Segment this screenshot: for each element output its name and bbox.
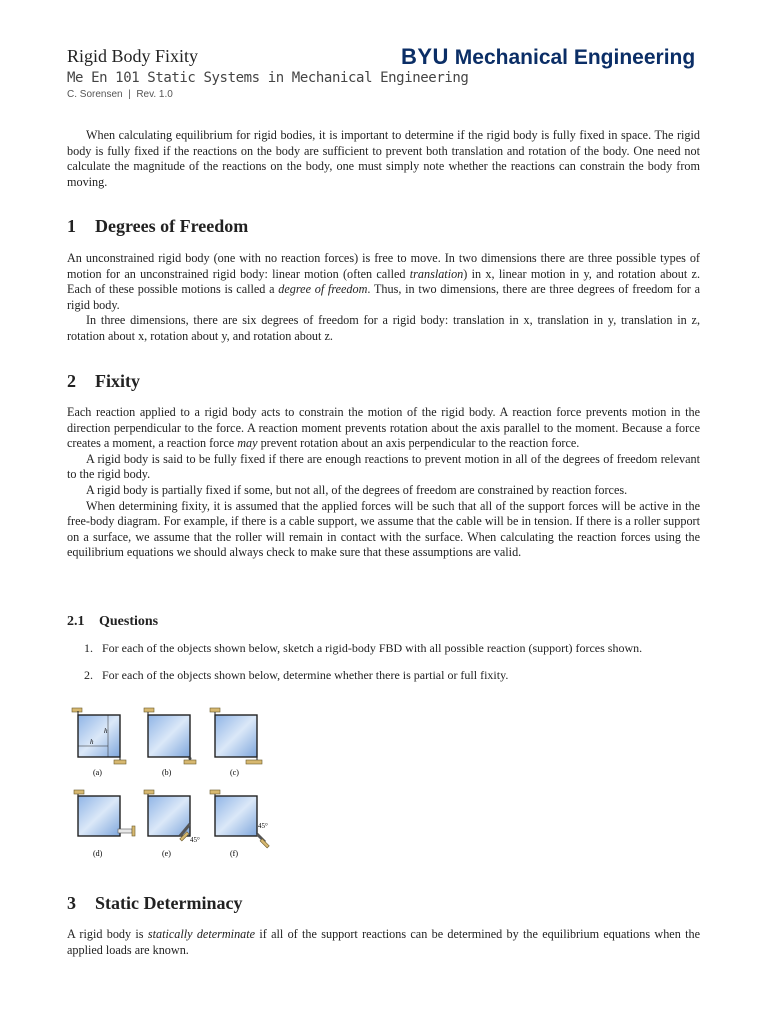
- subsection-number: 2.1: [67, 614, 85, 629]
- logo-text: Mechanical Engineering: [454, 46, 696, 69]
- figure-c: [210, 708, 262, 764]
- figure-e: [144, 790, 200, 844]
- course-title: Me En 101 Static Systems in Mechanical Engineering: [67, 70, 469, 86]
- question-item: 1. For each of the objects shown below, sketch a rigid-body FBD with all possible reaction (support) forces shown.: [84, 641, 643, 655]
- figure-label: (c): [230, 768, 239, 777]
- figure-f: [210, 790, 269, 848]
- section-3-heading: [67, 893, 700, 914]
- subsection-title: Questions: [99, 614, 159, 629]
- question-item: 2. For each of the objects shown below, determine whether there is partial or full fixity.: [84, 668, 509, 682]
- figure-label: (a): [93, 768, 102, 777]
- figure-a: [72, 708, 126, 764]
- author-name: C. Sorensen: [67, 89, 123, 100]
- intro-paragraph: When calculating equilibrium for rigid bodies, it is important to determine if the rigid body is fully fixed in space. The rigid body is fully fixed if the reactions on the body are sufficient to prevent both translation and rotation of the body. One need not calculate the magnitude of the reactions on the body, one must simply note whether the reactions can constrain the body from moving.: [67, 128, 700, 189]
- figure-d: [74, 790, 135, 836]
- paragraph: A rigid body is statically determinate if all of the support reactions can be determined by the equilibrium equations when the applied loads are known.: [67, 927, 700, 957]
- question-list: [84, 641, 704, 683]
- figure-label: (e): [162, 849, 171, 858]
- section-1-body: [67, 251, 700, 345]
- section-3-body: [67, 927, 700, 958]
- paragraph: A rigid body is said to be fully fixed if there are enough reactions to prevent motion in all of the degrees of freedom relevant to the rigid body.: [67, 451, 700, 482]
- dim-h-label: h: [90, 738, 94, 746]
- intro-block: [67, 128, 700, 190]
- document-title: Rigid Body Fixity: [67, 46, 199, 66]
- section-title: Degrees of Freedom: [95, 216, 249, 236]
- figure-label: (b): [162, 768, 172, 777]
- paragraph: In three dimensions, there are six degrees of freedom for a rigid body: translation in x, translation in y, translation in z, rotation about x, rotation about y, and rotation about z.: [67, 313, 700, 343]
- section-number: 1: [67, 216, 76, 236]
- subsection-heading: [67, 614, 700, 630]
- section-number: 2: [67, 371, 76, 391]
- figure-b: [144, 708, 196, 764]
- section-1-heading: [67, 216, 700, 237]
- fixity-figure: [60, 700, 290, 870]
- angle-label: 45°: [190, 836, 200, 844]
- author-separator: |: [125, 89, 134, 100]
- angle-label: 45°: [258, 822, 268, 830]
- paragraph: A rigid body is partially fixed if some, but not all, of the degrees of freedom are constrained by reaction forces.: [86, 482, 628, 497]
- revision: Rev. 1.0: [136, 89, 173, 100]
- author-line: [67, 89, 173, 100]
- section-2-body: [67, 405, 700, 561]
- paragraph: When determining fixity, it is assumed that the applied forces will be such that all of the support forces will be active in the free-body diagram. For example, if there is a cable support, we assume that the cable will be in tension. If there is a roller support on a surface, we assume that the roller will remain in contact with the surface. When calculating the reaction forces using the equilibrium equations we should always check to make sure that these assumptions are valid.: [67, 498, 700, 560]
- paragraph: Each reaction applied to a rigid body acts to constrain the motion of the rigid body. A reaction force prevents motion in the direction perpendicular to the force. A reaction moment prevents rotation about the axis parallel to the moment. Because a force creates a moment, a reaction force may prevent rotation about an axis perpendicular to the reaction force.: [67, 405, 700, 451]
- section-2-heading: [67, 371, 700, 392]
- paragraph: An unconstrained rigid body (one with no reaction forces) is free to move. In two dimensions there are three possible types of motion for an unconstrained rigid body: linear motion (often called translation) in x, linear motion in y, and rotation about z. Each of these possible motions is called a degree of freedom. Thus, in two dimensions, there are three degrees of freedom for a rigid body.: [67, 251, 700, 312]
- byu-logo: [401, 44, 695, 70]
- section-title: Static Determinacy: [95, 893, 243, 913]
- logo-byu: BYU: [401, 44, 449, 69]
- figure-label: (f): [230, 849, 238, 858]
- dim-h-label: h: [104, 727, 108, 735]
- section-number: 3: [67, 893, 76, 913]
- figure-label: (d): [93, 849, 103, 858]
- section-title: Fixity: [95, 371, 140, 391]
